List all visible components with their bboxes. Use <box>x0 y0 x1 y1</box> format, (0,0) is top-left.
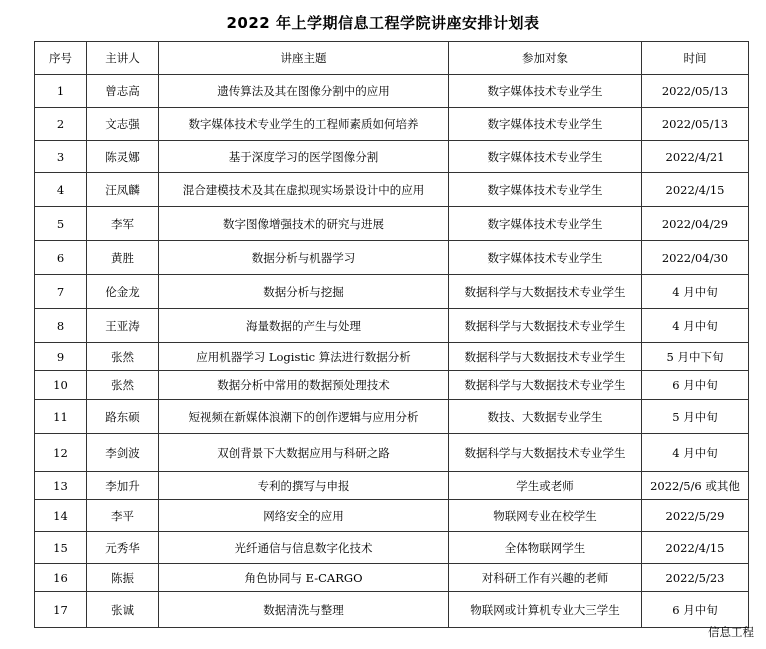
cell-time: 2022/05/13 <box>642 108 749 141</box>
cell-topic: 海量数据的产生与处理 <box>159 309 449 343</box>
table-row <box>35 75 749 108</box>
cell-speaker: 张然 <box>87 371 159 400</box>
cell-audience: 数字媒体技术专业学生 <box>449 241 642 275</box>
cell-speaker: 李加升 <box>87 472 159 500</box>
table-row <box>35 472 749 500</box>
cell-topic: 网络安全的应用 <box>159 500 449 532</box>
table-row <box>35 434 749 472</box>
cell-topic: 基于深度学习的医学图像分割 <box>159 141 449 173</box>
cell-speaker: 伦金龙 <box>87 275 159 309</box>
cell-speaker: 张然 <box>87 343 159 371</box>
cell-time: 2022/5/23 <box>642 564 749 592</box>
table-title: 2022 年上学期信息工程学院讲座安排计划表 <box>226 14 540 32</box>
cell-topic: 双创背景下大数据应用与科研之路 <box>159 434 449 472</box>
cell-speaker: 路东硕 <box>87 400 159 434</box>
cell-speaker: 黄胜 <box>87 241 159 275</box>
header-audience: 参加对象 <box>449 42 642 75</box>
cell-audience: 数字媒体技术专业学生 <box>449 141 642 173</box>
table-row <box>35 400 749 434</box>
table-row <box>35 343 749 371</box>
table-row <box>35 500 749 532</box>
table-body <box>35 75 749 628</box>
footer-label: 信息工程 <box>708 625 754 639</box>
cell-audience: 学生或老师 <box>449 472 642 500</box>
table-row <box>35 309 749 343</box>
cell-topic: 数据分析与机器学习 <box>159 241 449 275</box>
cell-time: 2022/5/29 <box>642 500 749 532</box>
cell-audience: 数据科学与大数据技术专业学生 <box>449 275 642 309</box>
cell-audience: 数字媒体技术专业学生 <box>449 173 642 207</box>
cell-topic: 数据清洗与整理 <box>159 592 449 628</box>
header-speaker: 主讲人 <box>87 42 159 75</box>
cell-time: 2022/4/21 <box>642 141 749 173</box>
cell-speaker: 李平 <box>87 500 159 532</box>
cell-index: 7 <box>35 275 87 309</box>
cell-speaker: 李剑波 <box>87 434 159 472</box>
cell-time: 2022/05/13 <box>642 75 749 108</box>
cell-index: 14 <box>35 500 87 532</box>
header-time: 时间 <box>642 42 749 75</box>
cell-audience: 数据科学与大数据技术专业学生 <box>449 343 642 371</box>
cell-audience: 数据科学与大数据技术专业学生 <box>449 434 642 472</box>
cell-speaker: 李军 <box>87 207 159 241</box>
cell-audience: 对科研工作有兴趣的老师 <box>449 564 642 592</box>
cell-audience: 数字媒体技术专业学生 <box>449 108 642 141</box>
cell-topic: 短视频在新媒体浪潮下的创作逻辑与应用分析 <box>159 400 449 434</box>
cell-time: 2022/4/15 <box>642 532 749 564</box>
cell-index: 8 <box>35 309 87 343</box>
cell-speaker: 张诚 <box>87 592 159 628</box>
cell-time: 4 月中旬 <box>642 275 749 309</box>
cell-speaker: 陈灵娜 <box>87 141 159 173</box>
cell-topic: 光纤通信与信息数字化技术 <box>159 532 449 564</box>
cell-topic: 遗传算法及其在图像分割中的应用 <box>159 75 449 108</box>
table-row <box>35 108 749 141</box>
lecture-schedule-table <box>34 41 749 628</box>
cell-topic: 角色协同与 E-CARGO <box>159 564 449 592</box>
cell-speaker: 文志强 <box>87 108 159 141</box>
cell-topic: 数据分析与挖掘 <box>159 275 449 309</box>
cell-time: 6 月中旬 <box>642 592 749 628</box>
cell-topic: 数据分析中常用的数据预处理技术 <box>159 371 449 400</box>
cell-audience: 数字媒体技术专业学生 <box>449 207 642 241</box>
cell-index: 10 <box>35 371 87 400</box>
cell-topic: 应用机器学习 Logistic 算法进行数据分析 <box>159 343 449 371</box>
table-row <box>35 371 749 400</box>
cell-time: 4 月中旬 <box>642 309 749 343</box>
table-row <box>35 592 749 628</box>
cell-time: 2022/5/6 或其他 <box>642 472 749 500</box>
cell-topic: 数字媒体技术专业学生的工程师素质如何培养 <box>159 108 449 141</box>
cell-time: 4 月中旬 <box>642 434 749 472</box>
cell-index: 13 <box>35 472 87 500</box>
table-row <box>35 275 749 309</box>
cell-index: 9 <box>35 343 87 371</box>
cell-index: 3 <box>35 141 87 173</box>
cell-speaker: 曾志高 <box>87 75 159 108</box>
cell-index: 11 <box>35 400 87 434</box>
cell-index: 12 <box>35 434 87 472</box>
cell-audience: 数技、大数据专业学生 <box>449 400 642 434</box>
cell-audience: 物联网专业在校学生 <box>449 500 642 532</box>
cell-topic: 数字图像增强技术的研究与进展 <box>159 207 449 241</box>
cell-audience: 数字媒体技术专业学生 <box>449 75 642 108</box>
cell-index: 16 <box>35 564 87 592</box>
header-topic: 讲座主题 <box>159 42 449 75</box>
cell-index: 2 <box>35 108 87 141</box>
cell-index: 17 <box>35 592 87 628</box>
cell-speaker: 王亚涛 <box>87 309 159 343</box>
cell-index: 6 <box>35 241 87 275</box>
header-index: 序号 <box>35 42 87 75</box>
cell-time: 2022/04/30 <box>642 241 749 275</box>
cell-time: 5 月中旬 <box>642 400 749 434</box>
cell-audience: 数据科学与大数据技术专业学生 <box>449 371 642 400</box>
table-row <box>35 207 749 241</box>
cell-speaker: 陈振 <box>87 564 159 592</box>
table-row <box>35 564 749 592</box>
table-row <box>35 532 749 564</box>
cell-index: 15 <box>35 532 87 564</box>
cell-speaker: 汪凤麟 <box>87 173 159 207</box>
cell-index: 5 <box>35 207 87 241</box>
cell-time: 2022/4/15 <box>642 173 749 207</box>
cell-topic: 专利的撰写与申报 <box>159 472 449 500</box>
cell-audience: 物联网或计算机专业大三学生 <box>449 592 642 628</box>
cell-index: 4 <box>35 173 87 207</box>
cell-time: 5 月中下旬 <box>642 343 749 371</box>
table-row <box>35 173 749 207</box>
cell-time: 6 月中旬 <box>642 371 749 400</box>
cell-audience: 数据科学与大数据技术专业学生 <box>449 309 642 343</box>
cell-index: 1 <box>35 75 87 108</box>
header-row <box>35 42 749 75</box>
cell-speaker: 元秀华 <box>87 532 159 564</box>
cell-topic: 混合建模技术及其在虚拟现实场景设计中的应用 <box>159 173 449 207</box>
table-row <box>35 141 749 173</box>
cell-audience: 全体物联网学生 <box>449 532 642 564</box>
cell-time: 2022/04/29 <box>642 207 749 241</box>
table-row <box>35 241 749 275</box>
